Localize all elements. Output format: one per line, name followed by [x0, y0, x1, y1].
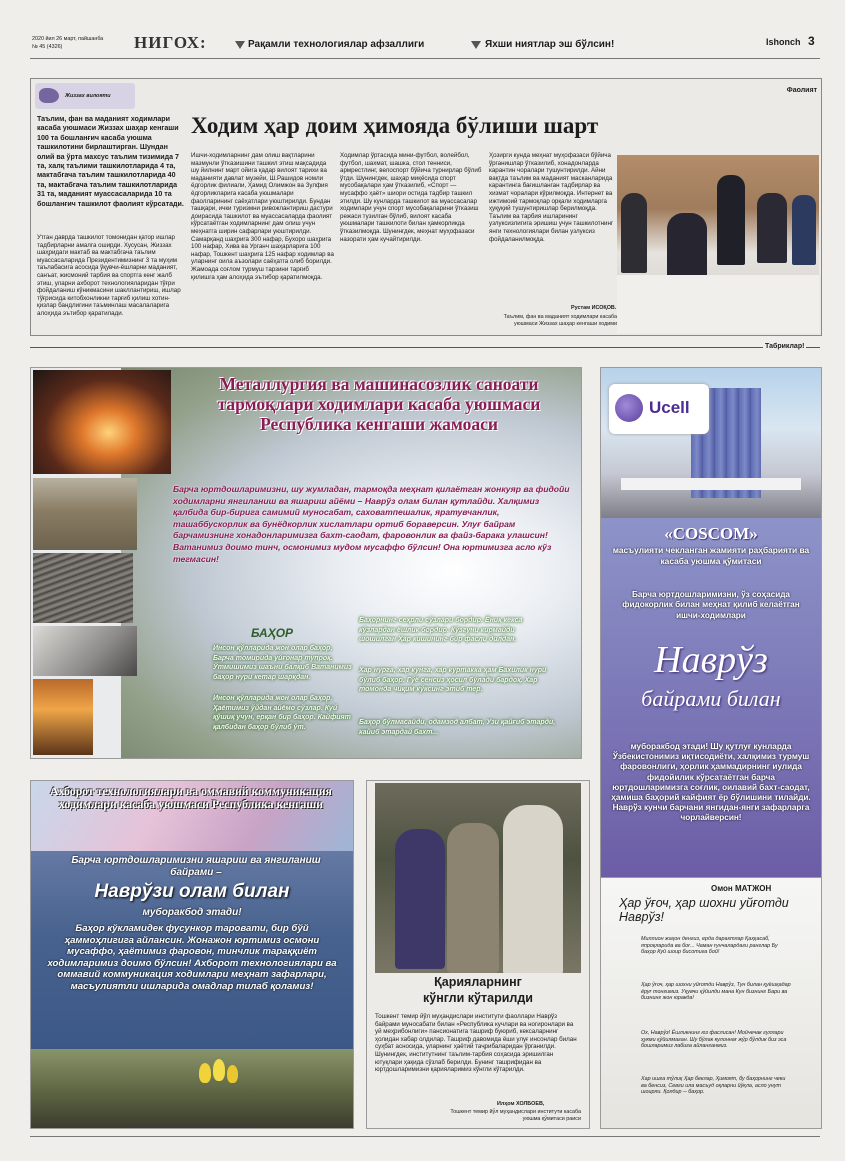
student-figure — [792, 195, 816, 265]
article-column-2: Ишчи-ходимларнинг дам олиш вақтларини мазмунли ўтказишини ташкил этиш мақсадида шу йилнинг март ойига қадар вилоят тарихи ва маданияти давлат музейи, Ш.Рашидов номли ёдгорлик филиали, Ҳамид Олимжон ва Зулфия ёдгорликларига касаба уюшмалари фаолларининг саёҳатлари уюштирилди. Бундан ташқари, ички туризмни ривожлантириш дастури доирасида ташкилот ва муассасаларда фаолият кўрсатаётган ходимларнинг дам олиш учун меҳнатга ширин сафарлари уюштирилди. Самарқанд шаҳрига 300 нафар, Бухоро шаҳрига 100 нафар, Хива ва Урганч шаҳарларига 100 нафар, Тошкент шаҳрига 125 нафар ходимлар ва уларнинг оила аъзолари саёҳатга олиб борилди. Жамоада соғлом турмуш тарзини тарғиб қилишга ҳам алоҳида эътибор қаратилмоқда. — [191, 152, 334, 281]
poem-right-stanza-1: Баҳорнинг сеҳрли сўзлари бордир. Ёниқ кекса кўзлардан ёшлик бордир. Кўзгуни кирмайди шошилган Ҳар кишининг бир фасли дилдан. — [359, 617, 523, 644]
ad-info-tech — [30, 780, 354, 1129]
poem-stanza-2: Ҳар ўғоч, ҳар шохни уйғотди Наврўз, Тун билан қуёшқадар ёруғ тонгимиз. Уқувчи қўйилди мана Кун бизнинг Бари ва бизнинг жон юракда! — [641, 982, 791, 1002]
student-figure — [717, 175, 745, 265]
article2-title-2: кўнгли кўтарилди — [423, 991, 533, 1005]
yellow-flower — [227, 1065, 238, 1083]
page-number: 3 — [808, 34, 815, 48]
article-elderly — [366, 780, 590, 1129]
ad-metallurgy-title: Металлургия ва машинасозлик саноати тармоқлари ходимлари касаба уюшмаси Республика кенгаши жамоаси — [217, 374, 541, 434]
map-icon — [39, 88, 59, 103]
congrats-tag: Табриклар! — [765, 343, 805, 350]
triangle-icon — [235, 41, 245, 49]
woman-figure — [447, 823, 499, 973]
article-worker-protection — [30, 78, 822, 336]
rubric: Фаолият — [786, 87, 817, 94]
triangle-icon — [471, 41, 481, 49]
machinery-photo — [33, 626, 137, 676]
ad-info-title: Ахборот технологиялари ва оммавий коммуникация ходимлари касаба уюшмаси Республика кенгаши — [50, 784, 332, 812]
holiday-navruz: Наврўз — [654, 639, 768, 681]
ad-info-greeting-top: Барча юртдошларимизни яшариш ва янгиланиш байрами – — [71, 855, 321, 878]
region-name: Жиззах вилояти — [65, 93, 111, 99]
ad-info-holiday: Наврўзи олам билан — [94, 881, 290, 902]
ucell-logo-text: Ucell — [649, 398, 690, 417]
ad-metallurgy — [30, 367, 582, 759]
publication-name: Ishonch — [766, 37, 801, 47]
article2-title-1: Қарияларнинг — [434, 975, 522, 989]
poem-stanza-3: Ох, Наврўз! Ёшликнинг юз фаслисан! Мойчечак гуллари ҳукми қўйилмаган. Шу бўлак кулоннағ жўр бўлдик биз эса бошларимиз лабига айланганмиз. — [641, 1030, 787, 1050]
student-figure — [757, 193, 787, 263]
article2-body: Тошкент темир йўл муҳандислари институти фаоллари Наврўз байрами муносабати билан «Республика кучлари ва ногиронлари ва уй меҳрибонлиги» пансионатига ташриф буюриб, кексаларнинг ҳолидан хабар олдилар. Ташриф давомида ёши улуғ инсонлар билан суҳбат асносида, уларнинг ҳаётий таҷрибаларидан ўрганилди. Шунингдек, институтнинг таълим-тарбия соҳасида эришилган ютуқлари ҳақида сўзлаб берилди. Бунинг ташрифидан ва юртдошларимизни қарияларимиз кўнгли кўтарилди. — [375, 1013, 577, 1074]
article-column-4: Ҳозирги кунда меҳнат муҳофазаси бўйича ўрганишлар ўтказилиб, хонадонларда карантин чоралари тушунтирилди. Айни вақтда таълим ва маданият масканларида карантинга бағишланган тадбирлар ва хизмат чоралари кўрилмоқда. Интернет ва ижтимоий тармоқлар орқали ходимларга ҳуқуқий тушунтиришлар берилмоқда. Таълим ва тарбия ишларининг узлуксизлигига эришиш учун ташкилотнинг янги технологиялари билан узлуксиз фойдаланилмоқда. — [489, 152, 614, 243]
poem-right-stanza-3: Баҳор бўлмасайди, одамзод албат, Узи қайғиб этарди, кайиб этардай бахт... — [359, 719, 556, 736]
ad-info-greeting-mid: муборакбод этади! — [142, 907, 242, 918]
coscom-org: масъулияти чекланган жамияти раҳбарияти ва касаба уюшма қўмитаси — [612, 545, 810, 566]
region-badge — [35, 83, 135, 109]
poem-right-stanza-2: Хар нурга, хар кунга, хар куртакка ҳам Бахилик нури бўлиб баҳор. Гўё сенсиз ҳосил бўлади бардоқ. Хар томонда чиқим кўксинг этиб тер. — [359, 667, 547, 694]
article-column-3: Ходимлар ўртасида мини-футбол, волейбол, футбол, шахмат, шашка, стол тенниси, армрестлинг, велоспорт бўйича турнирлар бўлиб ўтди. Шунингдек, шаҳар миқёсида спорт мусобақалари ҳам ўтказилиб, «Спорт — мусаффо ҳаёт» шиори остида тадбир ташкил этилди. Шу кунларда ташкилот ва муассасалар ходимлари учун спорт мусобақаларини ўтказиш режаси тузилган бўлиб, вилоят касаба уюшмалари ташкилоти билан ҳамкорликда ўтказилмоқда. Шунингдек, меҳнат муҳофазаси назорати ҳам кучайтирилди. — [340, 152, 482, 243]
lead-paragraph: Таълим, фан ва маданият ходимлари касаба уюшмаси Жиззах шаҳар кенгаши 100 та бошланғич касаба уюшма ташкилотини бирлаштирган. Шундан олий ва ўрта махсус таълим тизимида 7 та, халқ таълими ташкилотларида 4 та, мактабгача таълим ташкилотларида 40 та, мактабгача таълим ташкилотларида 31 та, маданият муассасаларида 10 та бошланғич ташкилот фаолият кўрсатади. — [37, 115, 184, 208]
headline-1: Рақамли технологиялар афзаллиги — [248, 39, 425, 50]
yellow-flower — [199, 1063, 211, 1083]
ucell-greeting-bottom: муборакбод этади! Шу қутлуғ кунларда Ўзбекистонимиз иқтисодиёти, халқимиз турмуш фаровонлиги, ҳорлик ҳаммадирнинг иулида фидойилик кўрсатаётган барча юртдошларимизга соғлик, оилавий бахт-саодат, ҳамиша баҳорий кайфият ёр бўлишини тилайди. Наврўз кунчи барчани янгидан-янги зафарларга чорлайверсин! — [611, 742, 811, 823]
ad-metallurgy-greeting: Барча юртдошларимизни, шу жумладан, тармоқда меҳнат қилаётган жонкуяр ва фидойи ходимларни янгиланиш ва яшариш айёми – Наврўз олам билан қутлайди. Халқимиз қалбида бир-бирига самимий муносабат, саховатпешалик, яратувчанлик, ташаббускорлик ва бунёдкорлик хислатлари ортиб бораверсин. Улуғ байрам барчамизнинг хонадонларимизга бахт-саодат, фаровонлик ва файз-барака улашсин! Ватанимиз доимо тинч, осмонимиз мудом мусаффо бўлсин! Она юртимизга асло кўз тегмасин! — [173, 484, 570, 564]
headline-2: Яхши ниятлар эш бўлсин! — [485, 39, 615, 50]
poem-title: Ҳар ўғоч, ҳар шохни уйғотди Наврўз! — [619, 896, 789, 924]
poem-stanza-4: Хар ишга тўлиқ Ҳар беклар, Ҳимоят, бу баҳорнинг чеки ва бенсиз, Севги ила масъуд оқларни йўқла, асло унут шоирли. Қолдир ─ баҳор. — [641, 1076, 786, 1096]
article2-author: Илҳом ХОЛБОЕВ, — [497, 1101, 545, 1107]
article-author: Рустам ИСОҚОВ. — [571, 305, 617, 311]
steel-pipe-photo — [33, 679, 93, 755]
masthead — [30, 30, 820, 59]
poem-left-stanza-1: Инсон қўлларида жон олар баҳор, Барча томирида уйғонар тупроқ. Ўтмишимиз шаъни балқиб Ватанимиз баҳор нури кетар шарқдан. — [213, 645, 352, 681]
student-figure — [621, 193, 647, 273]
steel-furnace-photo — [33, 370, 171, 474]
page-bottom-rule — [30, 1136, 820, 1137]
ad-ucell — [600, 367, 822, 879]
coscom-name: «COSCOM» — [664, 524, 758, 543]
ucell-logo-icon — [615, 394, 643, 422]
section-title: НИГОХ: — [134, 33, 207, 52]
article-column-1: Ўтган даврда ташкилот томонидан қатор ишлар тадбирларни амалга оширди. Хусусан, Жиззах шаҳридаги мактаб ва мактабгача таълим муассасаларида Президентимизнинг 3 та муҳим таълабасига асосида ўқувчи-ёшларни маданият, санъат, жисмоний тарбия ва спортга кенг жалб этиш, уларни ахборот технологияларидан тўғри фойдаланиш кўникмасини шакллантириш, ишлар тўғрисида китобхонликни тарғиб қилиш хотин-қизлар бандлигини таъминлаш масалаларига алоҳида эътибор қаратилади. — [37, 234, 181, 317]
issue-date: 2020 йил 26 март, пайшанба — [32, 36, 104, 42]
yellow-flower — [213, 1059, 225, 1081]
issue-number: № 45 (4326) — [32, 44, 63, 50]
ucell-logo-plate — [609, 384, 709, 434]
ucell-greeting-top: Барча юртдошларимизни, ўз соҳасида фидокорлик билан меҳнат қилиб келаётган ишчи-ходимлари — [622, 590, 800, 620]
desk — [617, 275, 819, 333]
holiday-navruz-2: байрами билан — [641, 686, 781, 711]
classroom-photo — [617, 155, 819, 333]
spring-flowers-photo — [31, 1049, 353, 1128]
poem-title: БАҲОР — [251, 626, 294, 640]
poem-omon-matjon — [600, 877, 822, 1129]
congrats-rule — [30, 347, 820, 348]
article-title: Ходим ҳар доим ҳимояда бўлиши шарт — [191, 113, 599, 138]
article2-author-role: Тошкент темир йўл муҳандислари институти касаба уюшма қўмитаси раиси — [450, 1109, 581, 1122]
woman-figure — [503, 805, 563, 973]
entrance-canopy — [621, 478, 801, 490]
quarry-photo — [33, 478, 137, 550]
rebar-photo — [33, 553, 133, 623]
elderly-women-photo — [375, 783, 581, 973]
ucell-building-photo — [601, 368, 821, 518]
poem-stanza-1: Миллион жаҳон денгиз, ерда дарахтлар Қаҳқасаб, япроқларида ва боғ... Чаман ғунчалардаги ранглар Бу баҳор Куй шоир бисотига бой! — [641, 936, 778, 956]
poem-left-stanza-2: Инсон қўлларида жон олар баҳор, Ҳаётимиз ўйдан айёмо сўзлар. Куй қўшиқ учун, ерқан бир баҳор. Кайфият қалбидан баҳор бўлиб ўт. — [213, 695, 351, 731]
photo-caption: Таълим, фан ва маданият ходимлари касаба уюшмаси Жиззах шаҳар кенгаши ходими — [503, 314, 617, 327]
ad-info-greeting-body: Баҳор кўкламидек фусункор таровати, бир бўй ҳаммоҳлигига айлансин. Жонажон юртимиз осмони мусаффо, ҳаётимиз фаровон, тинчлик тараққиёт ходимларимиз доимо бўлсин! Ахборот технологиялари ва оммавий коммуникация ходимлари меҳнат зафарлари, масъулиятли ишларида омадлар тилаб қоламиз! — [47, 923, 337, 992]
poem-author: Омон МАТЖОН — [711, 884, 772, 893]
woman-figure — [395, 829, 445, 969]
